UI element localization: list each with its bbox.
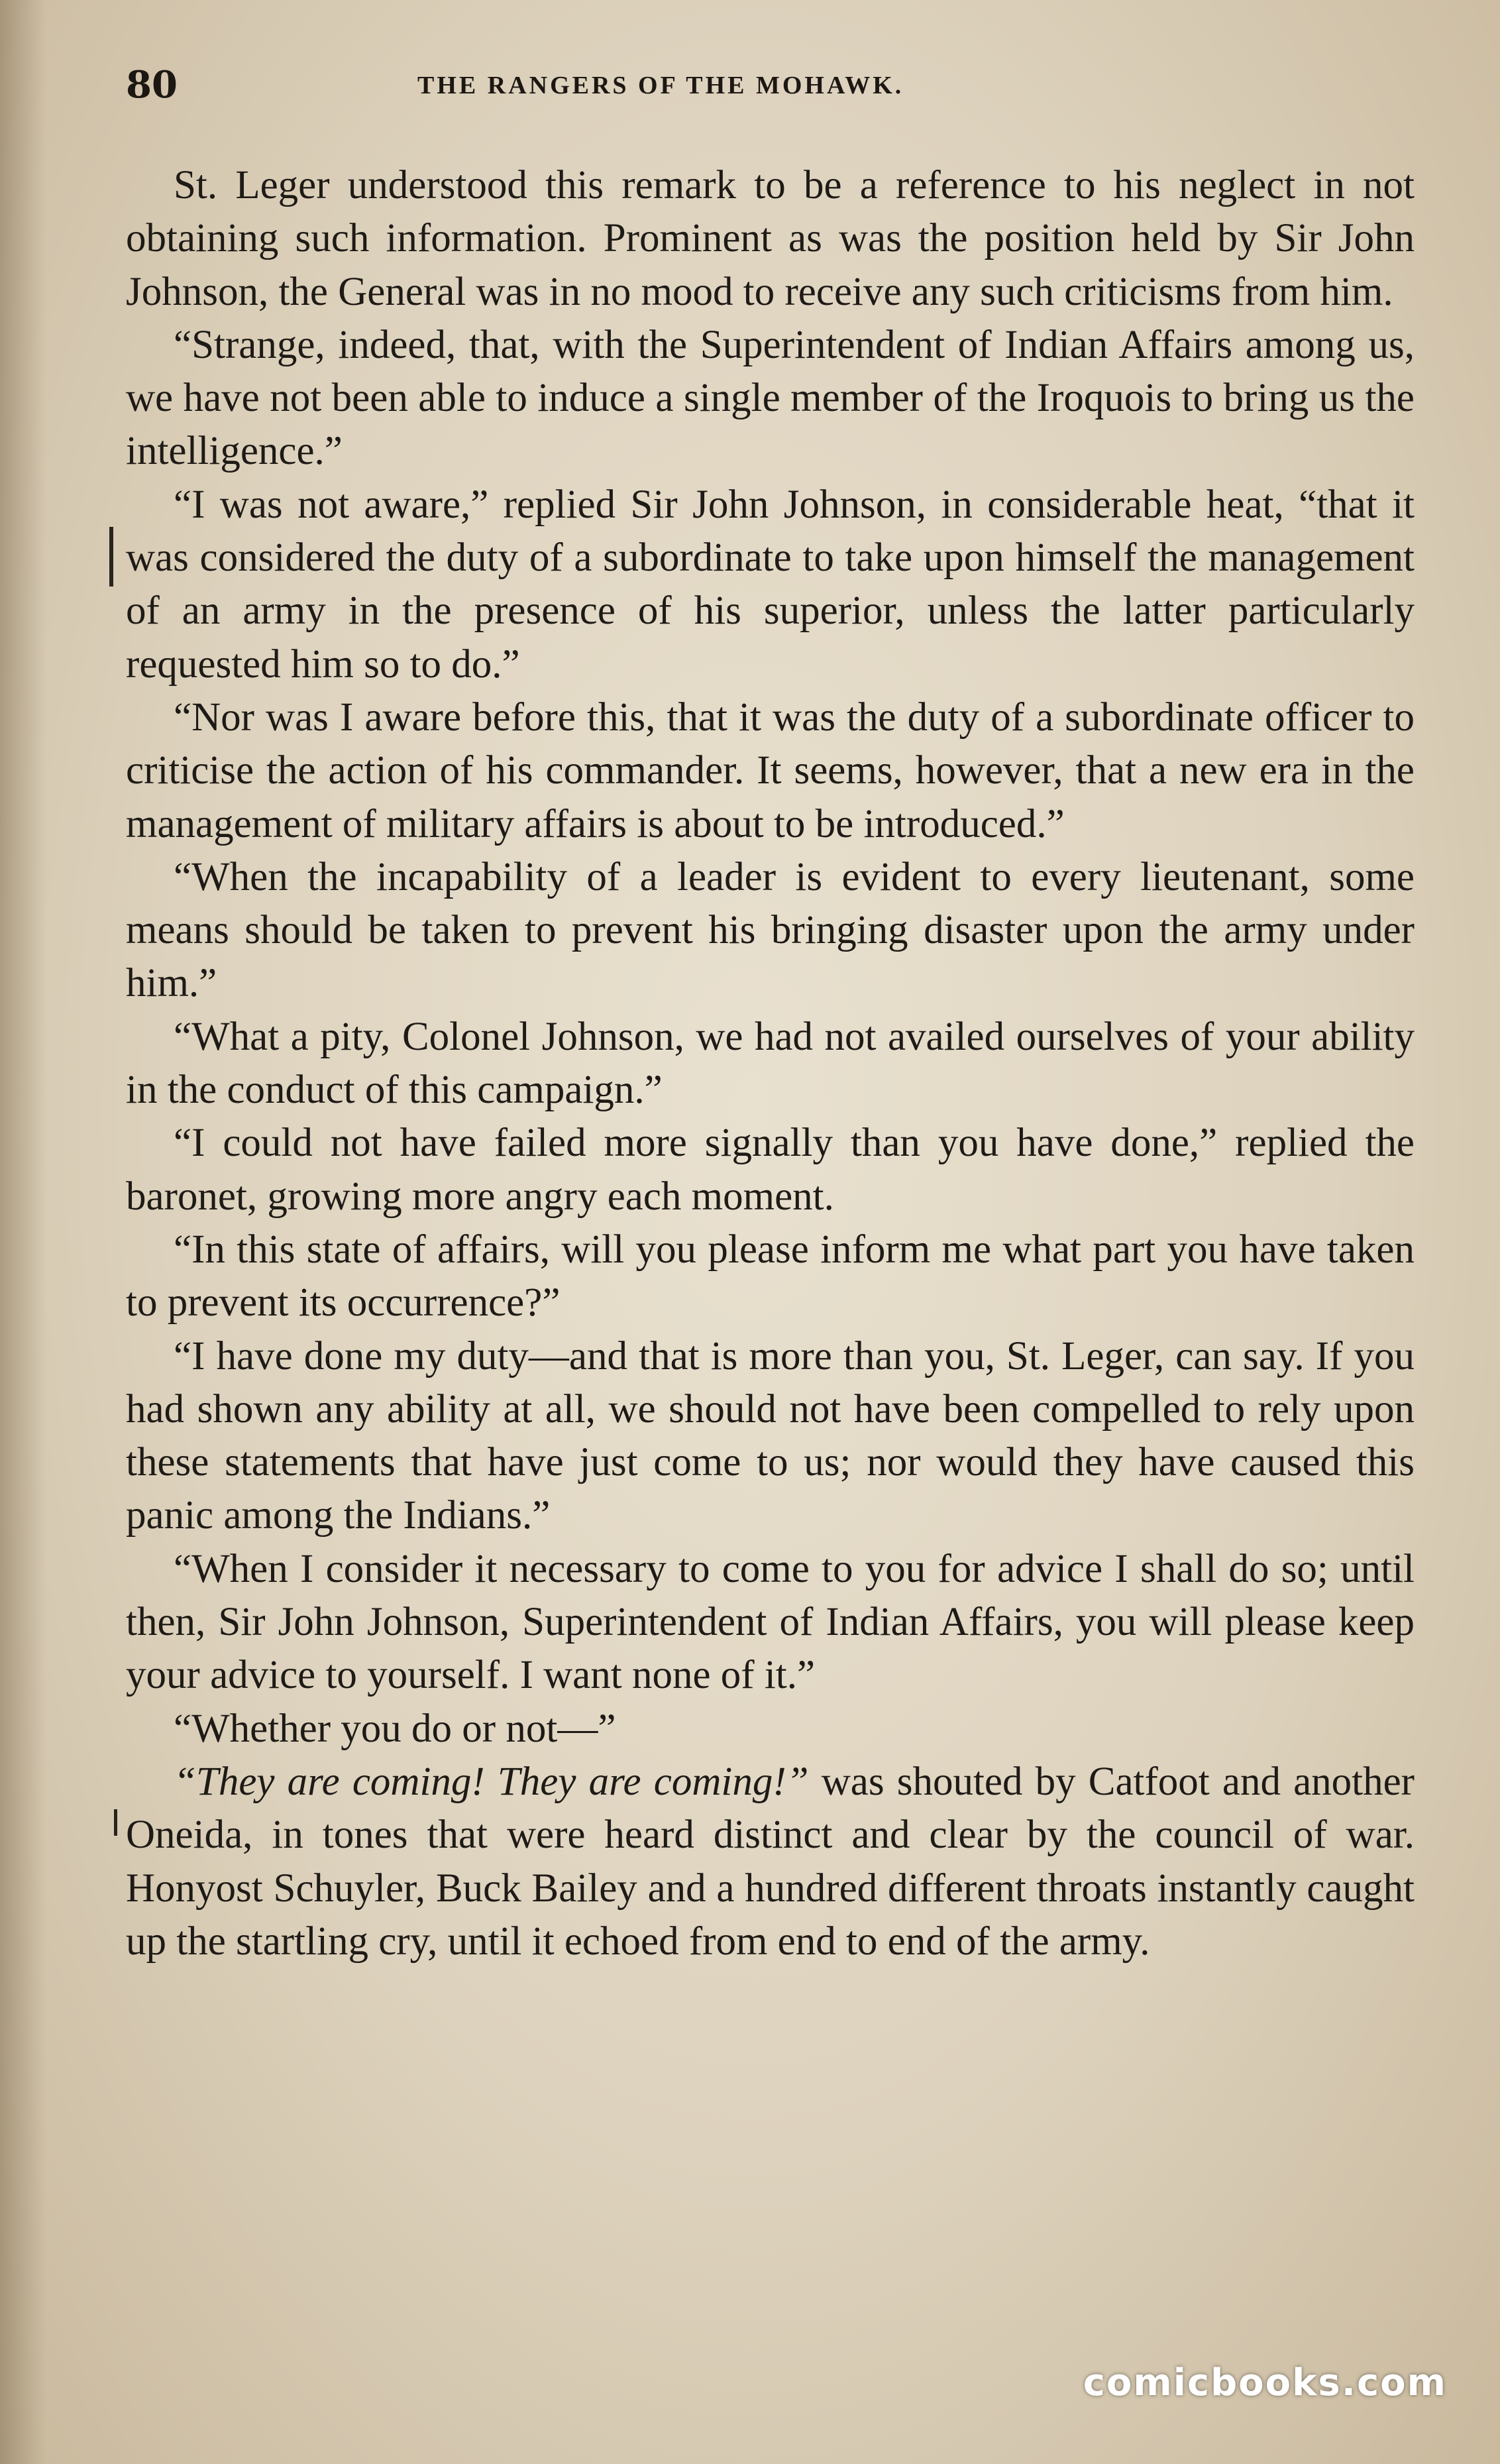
shout-text: “They are coming! They are coming!”: [174, 1759, 809, 1804]
paragraph: “Strange, indeed, that, with the Superintendent of Indian Affairs among us, we have not been able to induce a single member of the Iroquois to bring us the intelligence.”: [126, 322, 1415, 474]
paragraph: “I was not aware,” replied Sir John Johnson, in considerable heat, “that it was considered the duty of a subordinate to take upon himself the management of an army in the presence of his superior, unless the latter particularly requested him so to do.”: [126, 482, 1415, 687]
running-title: THE RANGERS OF THE MOHAWK.: [417, 72, 904, 99]
paragraph: “When the incapability of a leader is evident to every lieutenant, some means should be taken to prevent his bringing disaster upon the army under him.”: [126, 854, 1415, 1006]
paragraph-last: [126, 1756, 1415, 1968]
paragraph: “Whether you do or not—”: [174, 1706, 616, 1751]
watermark: comicbooks.com: [1083, 2361, 1447, 2404]
page-header: [126, 63, 1418, 116]
paragraph: “I could not have failed more signally than you have done,” replied the baronet, growing more angry each moment.: [126, 1121, 1415, 1219]
margin-pencil-mark: [114, 1809, 117, 1836]
paragraph-rest: was shouted by Catfoot and another Oneida, in tones that were heard distinct and clear by the council of war. Honyost Schuyler, Buck Bailey and a hundred different throats instantly caught up the startling cry, until it echoed from end to end of the army.: [126, 1759, 1415, 1964]
margin-pencil-mark: [109, 527, 113, 587]
paragraph: “Nor was I aware before this, that it was the duty of a subordinate officer to criticise the action of his commander. It seems, however, that a new era in the management of military affairs is about to be introduced.”: [126, 695, 1415, 846]
body-text: [126, 159, 1415, 1968]
page-number: 80: [126, 63, 178, 107]
paragraph: “What a pity, Colonel Johnson, we had not availed ourselves of your ability in the conduct of this campaign.”: [126, 1014, 1415, 1113]
gutter-shadow: [0, 0, 46, 2464]
paragraph: “I have done my duty—and that is more than you, St. Leger, can say. If you had shown any ability at all, we should not have been compelled to rely upon these statements that have just come to us; nor would they have caused this panic among the Indians.”: [126, 1333, 1415, 1538]
paragraph: “In this state of affairs, will you please inform me what part you have taken to prevent its occurrence?”: [126, 1227, 1415, 1325]
paragraph: St. Leger understood this remark to be a reference to his neglect in not obtaining such information. Prominent as was the position held by Sir John Johnson, the General was in no mood to receive any such criticisms from him.: [126, 163, 1415, 314]
paragraph: “When I consider it necessary to come to you for advice I shall do so; until then, Sir John Johnson, Superintendent of Indian Affairs, you will please keep your advice to yourself. I want none of it.”: [126, 1546, 1415, 1698]
